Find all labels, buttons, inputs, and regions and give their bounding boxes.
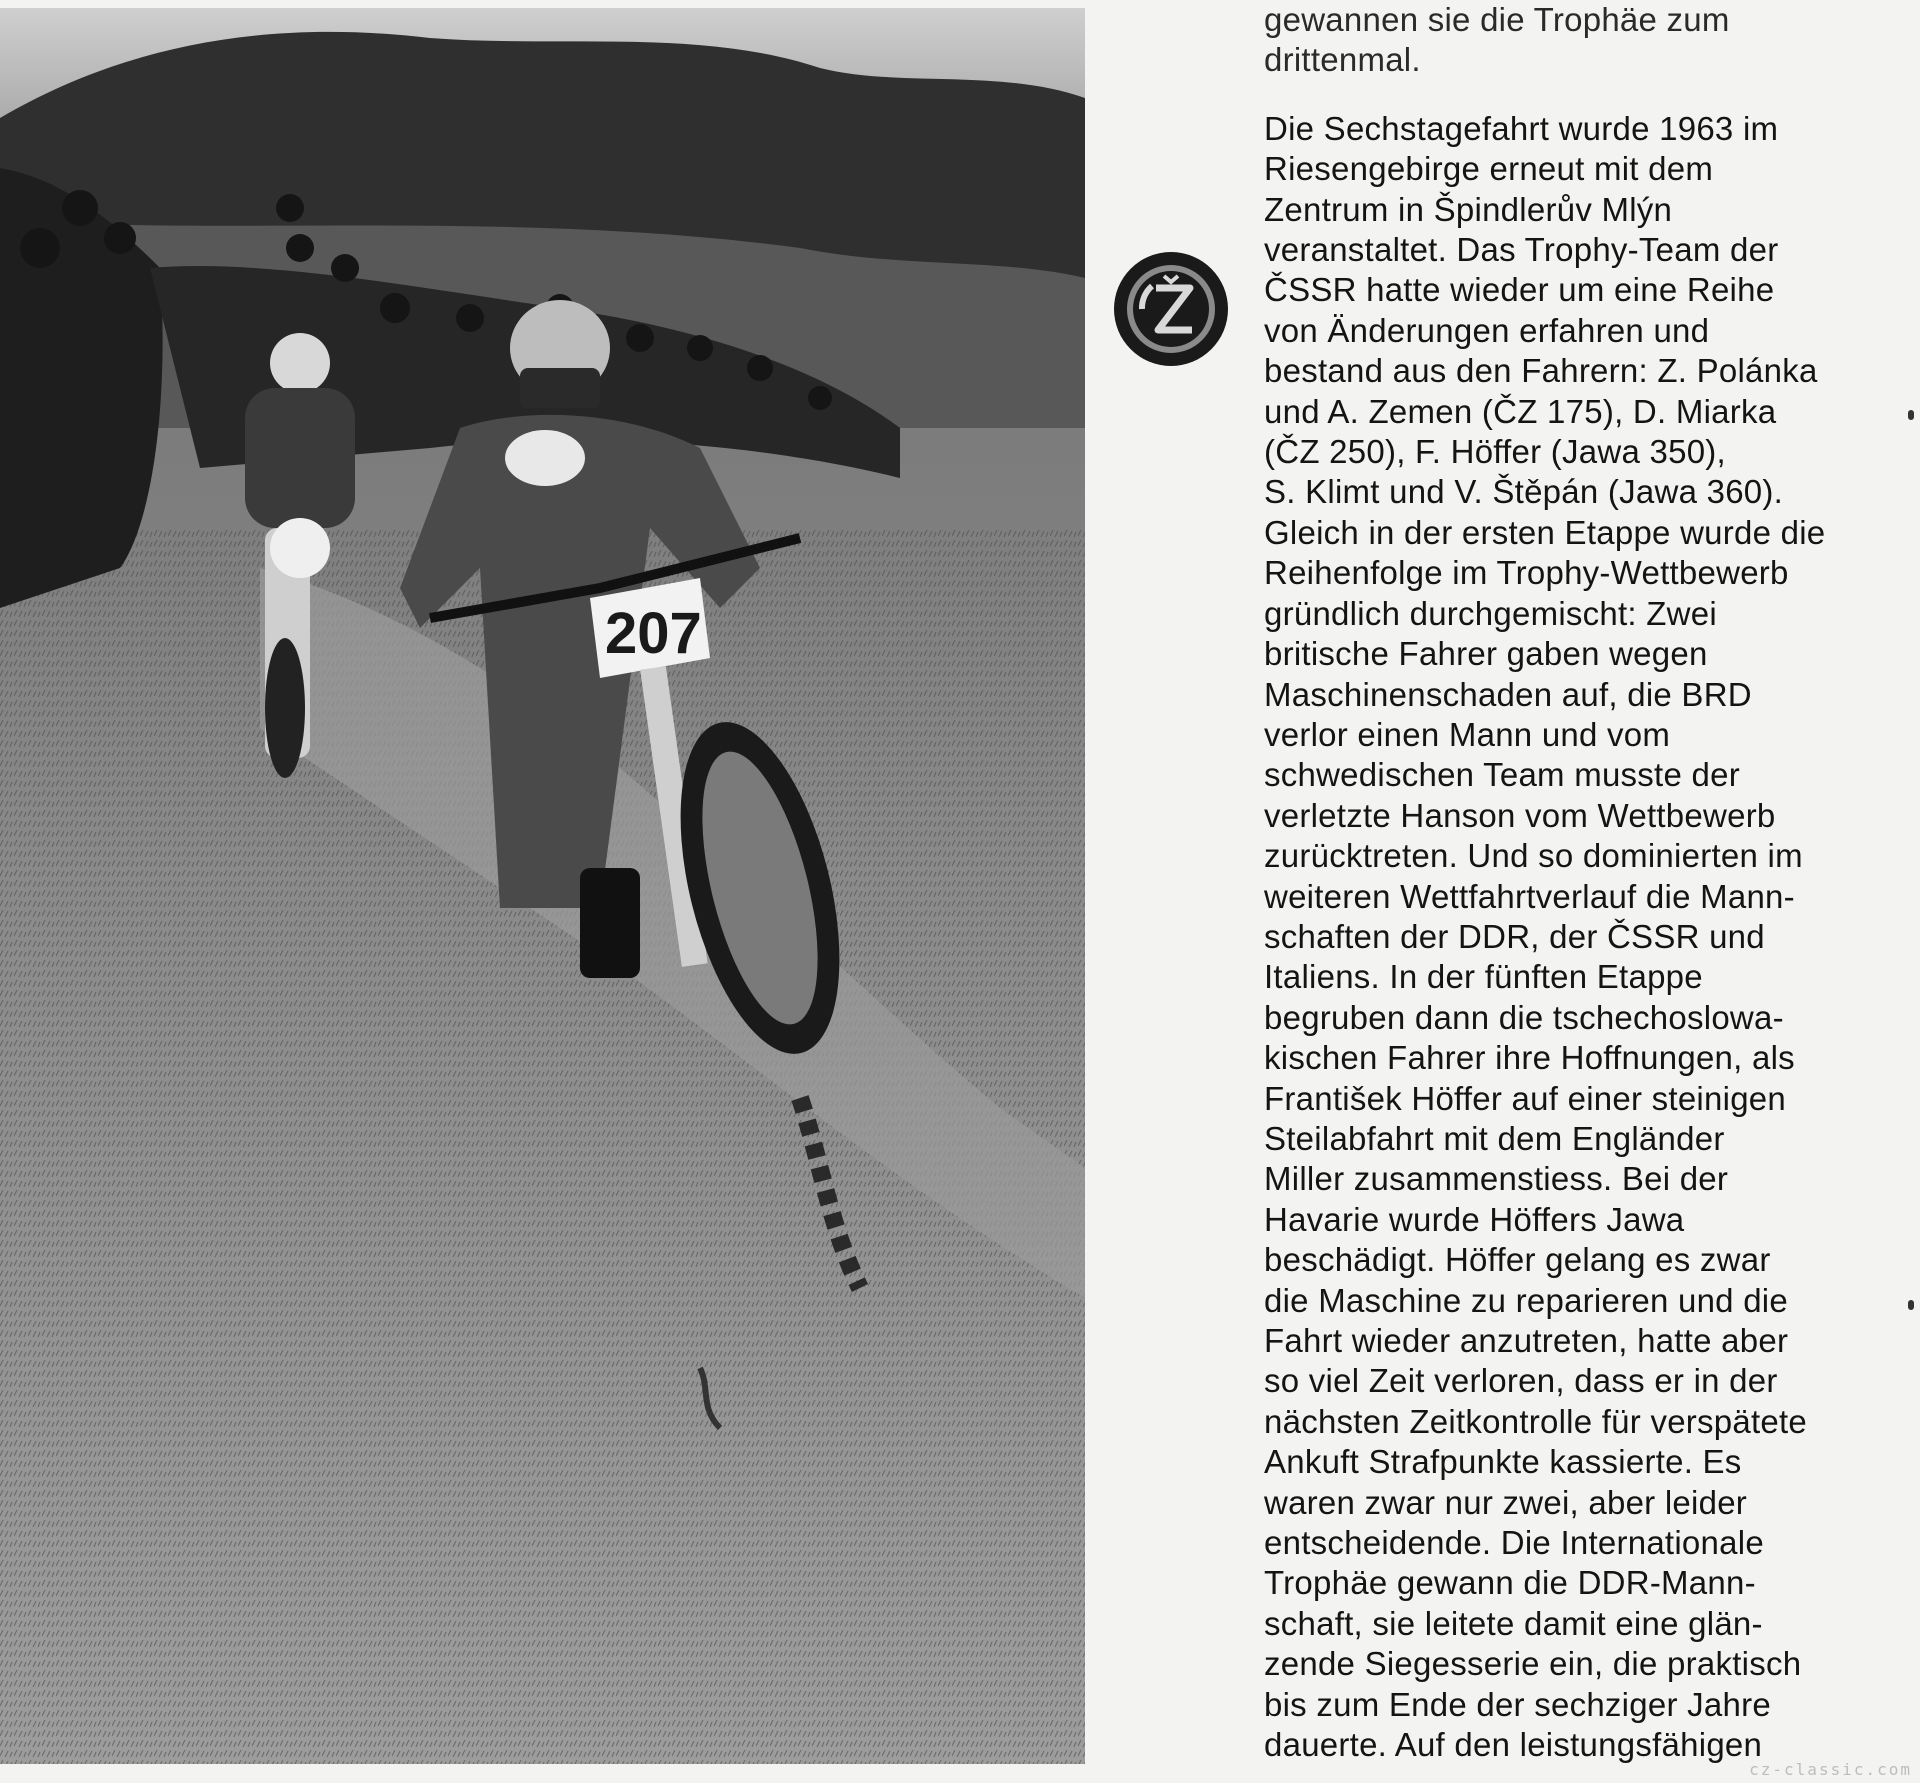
cz-logo-emblem: [1112, 250, 1230, 368]
text-line: S. Klimt und V. Štěpán (Jawa 360).: [1264, 473, 1784, 511]
scan-artifact: [1908, 410, 1914, 420]
text-line: Reihenfolge im Trophy-Wettbewerb: [1264, 554, 1789, 592]
text-line: zurücktreten. Und so dominierten im: [1264, 837, 1803, 875]
race-photo-illustration: [0, 8, 1085, 1764]
scan-artifact: [1908, 1300, 1914, 1310]
text-line: verlor einen Mann und vom: [1264, 715, 1671, 753]
text-line: verletzte Hanson vom Wettbewerb: [1264, 796, 1776, 834]
text-line: zende Siegesserie ein, die praktisch: [1264, 1645, 1802, 1683]
text-line: Ankuft Strafpunkte kassierte. Es: [1264, 1443, 1742, 1481]
text-line: von Änderungen erfahren und: [1264, 311, 1710, 349]
text-line: František Höffer auf einer steinigen: [1264, 1079, 1786, 1117]
text-line: Italiens. In der fünften Etappe: [1264, 958, 1703, 996]
text-line: gründlich durchgemischt: Zwei: [1264, 594, 1717, 632]
text-line: und A. Zemen (ČZ 175), D. Miarka: [1264, 392, 1777, 430]
text-line: Fahrt wieder anzutreten, hatte aber: [1264, 1322, 1789, 1359]
text-line: dauerte. Auf den leistungsfähigen: [1264, 1726, 1763, 1764]
text-line: britische Fahrer gaben wegen: [1264, 635, 1708, 673]
text-line: Die Sechstagefahrt wurde 1963 im: [1264, 109, 1779, 147]
text-line: Gleich in der ersten Etappe wurde die: [1264, 513, 1826, 551]
text-line: schwedischen Team musste der: [1264, 756, 1740, 794]
cz-logo: [1112, 250, 1230, 368]
paragraph-main: [1264, 109, 1884, 1766]
text-line: die Maschine zu reparieren und die: [1264, 1281, 1788, 1319]
text-line: waren zwar nur zwei, aber leider: [1264, 1483, 1748, 1521]
text-line: entscheidende. Die Internationale: [1264, 1524, 1764, 1562]
article-text-column: [1264, 0, 1884, 1765]
text-line: ČSSR hatte wieder um eine Reihe: [1264, 271, 1775, 309]
text-line: nächsten Zeitkontrolle für verspätete: [1264, 1402, 1808, 1440]
text-line: veranstaltet. Das Trophy-Team der: [1264, 231, 1779, 269]
text-line: Trophäe gewann die DDR-Mann-: [1264, 1564, 1756, 1602]
text-line: bestand aus den Fahrern: Z. Polánka: [1264, 352, 1818, 390]
rider-number-plate: 207: [605, 601, 702, 666]
text-line: Zentrum in Špindlerův Mlýn: [1264, 190, 1673, 228]
watermark: cz-classic.com: [1749, 1760, 1912, 1779]
text-line: schaft, sie leitete damit eine glän-: [1264, 1604, 1763, 1642]
text-line: Maschinenschaden auf, die BRD: [1264, 675, 1752, 713]
text-line: Steilabfahrt mit dem Engländer: [1264, 1119, 1725, 1157]
text-line: drittenmal.: [1264, 41, 1421, 79]
text-line: bis zum Ende der sechziger Jahre: [1264, 1685, 1771, 1723]
text-line: weiteren Wettfahrtverlauf die Mann-: [1264, 877, 1795, 915]
text-line: schaften der DDR, der ČSSR und: [1264, 917, 1765, 955]
text-line: beschädigt. Höffer gelang es zwar: [1264, 1241, 1771, 1279]
text-line: Havarie wurde Höffers Jawa: [1264, 1200, 1685, 1238]
race-photo: [0, 8, 1085, 1764]
text-line: kischen Fahrer ihre Hoffnungen, als: [1264, 1039, 1795, 1077]
text-line: so viel Zeit verloren, dass er in der: [1264, 1362, 1778, 1400]
text-line: begruben dann die tschechoslowa-: [1264, 998, 1784, 1036]
text-line: Riesengebirge erneut mit dem: [1264, 150, 1714, 188]
paragraph-intro: [1264, 0, 1884, 81]
text-line: (ČZ 250), F. Höffer (Jawa 350),: [1264, 433, 1726, 471]
text-line: gewannen sie die Trophäe zum: [1264, 1, 1730, 38]
text-line: Miller zusammenstiess. Bei der: [1264, 1160, 1729, 1198]
